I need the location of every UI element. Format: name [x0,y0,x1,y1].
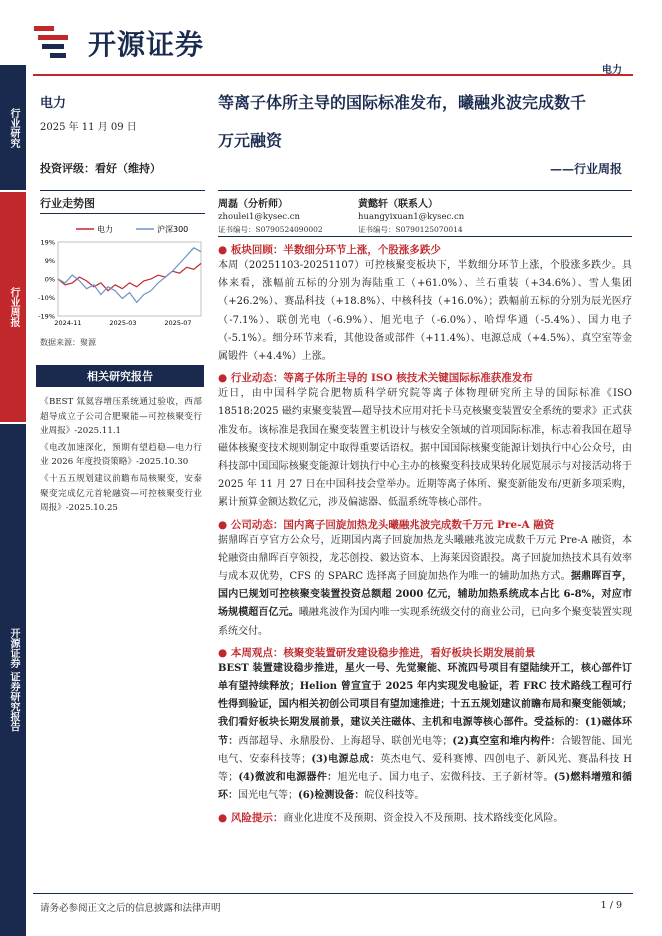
y-tick-label: 0% [44,275,55,284]
main-body [218,242,632,829]
legend-label-power: 电力 [97,225,113,234]
bullet-icon: ● [218,646,228,659]
author-1-email[interactable]: zhoulei1@kysec.cn [218,212,300,222]
bullet-icon: ● [218,812,228,825]
author-2-email[interactable]: huangyixuan1@kysec.cn [358,212,465,222]
x-tick-label: 2025-03 [109,319,137,327]
y-tick-label: -19% [38,312,55,321]
related-title: 相关研究报告 [87,370,153,383]
header-sector-tag: 电力 [602,65,622,76]
section-2-head: 行业动态：等离子体所主导的 ISO 核技术关键国际标准获准发布 [230,372,533,385]
series-line-power [58,263,201,290]
author-2 [358,195,464,235]
related-list [40,395,202,516]
author-1-name: 周磊（分析师） [218,199,288,210]
section-weekly-view: ● 本周观点：核聚变装置研发建设稳步推进，看好板块长期发展前景 BEST 装置建设稳步推进，星火一号、先觉聚能、环流四号项目有望陆续开工，核心部件订单有望持续释放；Helion 曾宣宣于 2025 年内实现发电验证，若 FRC 技术路线工程可行性得到验证，国内相关初创公司项目有望加速推进；十五五规划建议前瞻布局和聚变能领域；我们看好板块长期发展前景，建议关注磁体、主机和电源等核心部件。受益标的：(1)磁体环节：西部超导、永鼎股份、上海超导、联创光电等；(2)真空室和堆内构件：合锻智能、国光电气、安泰科技等；(3)电源总成：英杰电气、爱科赛博、四创电子、新风光、赛晶科技 H 等；(4)微波和电源器件：旭光电子、国力电子、宏微科技、王子新材等。(5)燃料增殖和循环：国光电气等；(6)检测设备：皖仪科技等。 [218,646,633,802]
brand-name: 开源证券 [88,28,205,61]
related-report-1[interactable]: 《BEST 氚氦容增压系统通过验收，西部超导成立子公司合肥聚能—可控核聚变行业周报》-2025.11.1 [40,397,202,437]
section-3-body-b: 据鼎晖百亨，国内已规划可控核聚变装置投资总额超 2000 亿元，辅助加热系统成本占比 6-8%，对应市场规模超百亿元。 [218,571,632,619]
section-1-body: 本周（20251103-20251107）可控核聚变板块下，半数细分环节上涨，个股涨多跌少。具体来看，涨幅前五标的分别为海陆重工（+61.0%）、兰石重装（+34.6%）、雪人集团（+26.2%）、赛晶科技（+18.8%）、中核科技（+16.0%）；跌幅前五标的分别为辰光医疗（-7.1%）、联创光电（-6.9%）、旭光电子（-6.0%）、哈焊华通（-5.4%）、国力电子（-5.1%）。细分环节来看，其他设备或部件（+11.4%）、电源总成（+4.5%）、真空室等金属锻件（+4.4%）上涨。 [218,260,632,363]
sector-label: 电力 [40,96,67,111]
bullet-icon: ● [218,518,228,531]
author-1-cert: 证书编号：S0790524090002 [218,225,323,234]
author-2-cert: 证书编号：S0790125070014 [358,225,463,234]
related-report-2[interactable]: 《电改加速深化，预期有望趋稳—电力行业 2026 年度投资策略》-2025.10.30 [40,442,202,468]
side-tab-research: 行业研究 [0,65,26,190]
legend-label-hs300: 沪深300 [157,225,189,234]
bullet-icon: ● [218,244,228,256]
side-tab-brand: 开源证券 证券研究报告 [0,424,26,936]
section-5-body: 商业化进度不及预期、资金投入不及预期、技术路线变化风险。 [283,813,564,825]
page-number: 1 / 9 [600,900,622,911]
section-5-head: 风险提示： [230,812,284,825]
footer-disclaimer[interactable]: 请务必参阅正文之后的信息披露和法律声明 [40,903,221,914]
section-3-body-c: 曦融兆波作为国内唯一实现系统级交付的商业公司，已向多个聚变装置实现系统交付。 [218,607,633,637]
trend-title: 行业走势图 [40,197,95,210]
header-rule [33,74,633,76]
side-tab-weekly: 行业周报 [0,192,26,422]
author-2-name: 黄懿轩（联系人） [358,199,438,210]
bullet-icon: ● [218,372,228,385]
author-1 [218,195,323,235]
x-tick-label: 2025-07 [164,319,192,327]
section-2-body: 近日，由中国科学院合肥物质科学研究院等离子体物理研究所主导的国际标准《ISO 18518:2025 磁约束聚变装置—超导技术应用对托卡马克核聚变装置安全系统的要求》正式获准发布。该标准是我国在聚变装置主机设计与核安全领域的首项国际标准，标志着我国在超导磁体核聚变技术规则制定中取得重要话语权。据中国国际核聚变能源计划执行中心公众号，由科技部中国国际核聚变能源计划执行中心主办的核聚变科技成果转化展览展示与对接活动将于 2025 年 11 月 27 日在中国科技会堂举办。近期等离子体所、聚变新能发布/更新多项采购，累计预算金额达数亿元，涉及偏滤器、低温系统等核心部件。 [218,388,632,509]
rating: 投资评级：看好（维持） [40,162,161,175]
y-tick-label: -10% [38,294,55,302]
chart-source: 数据来源：聚源 [40,338,96,347]
y-tick-label: 9% [44,257,55,265]
related-title-bar [36,365,204,387]
report-title-line2: 万元融资 [218,131,283,150]
x-tick-label: 2024-11 [54,319,82,327]
report-title [218,84,638,160]
trend-chart [36,220,206,332]
section-3-body-a: 据鼎晖百亨官方公众号，近期国内离子回旋加热龙头曦融兆波完成数千万元 Pre-A 融资，本轮融资由鼎晖百亨领投，龙芯创投、毅达资本、上海莱因资跟投。离子回旋加热技术具有效率与成本双优势，CFS 的 SPARC 选择离子回旋加热作为唯一的辅助加热方式。 [218,534,632,583]
section-company-news [218,517,632,641]
section-4-body-a: BEST 装置建设稳步推进，星火一号、先觉聚能、环流四号项目有望陆续开工，核心部件订单有望持续释放；Helion 曾宣宣于 2025 年内实现发电验证，若 FRC 技术路线工程可行性得到验证，国内相关初创公司项目有望加速推进；十五五规划建议前瞻布局和聚变能领域；我们看好板块长期发展前景，建议关注磁体、主机和电源等核心部件。 [218,662,632,729]
section-1-head: 板块回顾：半数细分环节上涨，个股涨多跌少 [230,244,441,256]
series-line-hs300 [58,248,201,303]
section-risk [218,809,632,828]
report-date: 2025 年 11 月 09 日 [40,122,137,133]
chart-frame [58,242,201,316]
section-industry-news [218,370,632,512]
report-type: ——行业周报 [549,162,622,176]
related-report-3[interactable]: 《十五五规划建议前瞻布局核聚变，安泰聚变完成亿元首轮融资—可控核聚变行业周报》-2025.10.25 [40,473,202,514]
section-market-review [218,242,632,366]
y-tick-label: 19% [40,238,55,247]
report-title-line1: 等离子体所主导的国际标准发布，曦融兆波完成数千 [218,93,587,112]
logo-mark [28,22,86,62]
section-4-head: 本周观点：核聚变装置研发建设稳步推进，看好板块长期发展前景 [230,646,536,659]
section-3-head: 公司动态：国内离子回旋加热龙头曦融兆波完成数千万元 Pre-A 融资 [230,518,555,531]
